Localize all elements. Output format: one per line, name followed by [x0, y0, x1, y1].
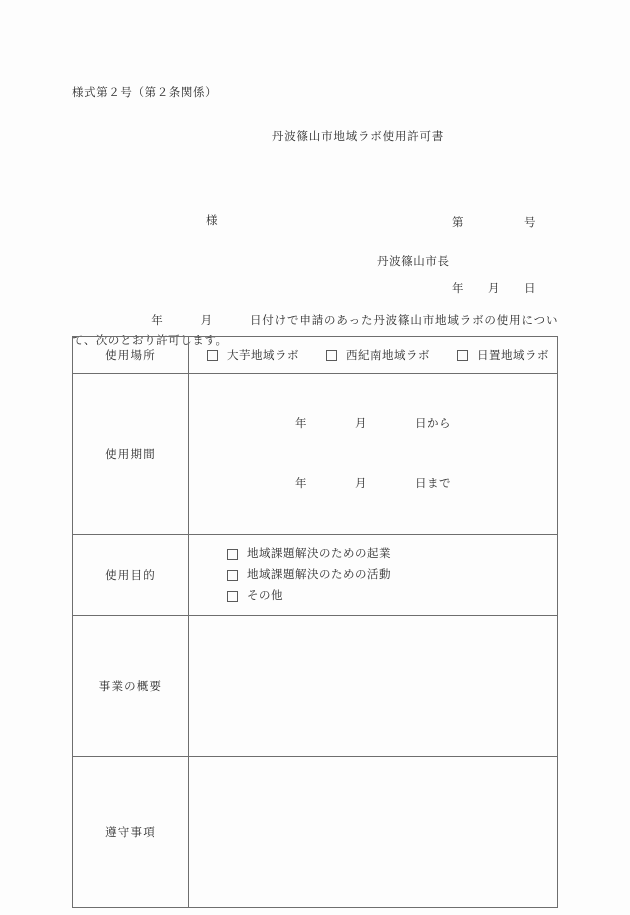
compliance-matters-field[interactable]: [189, 757, 558, 908]
form-number: 様式第２号（第２条関係）: [72, 87, 218, 99]
checkbox-option-startup[interactable]: [227, 544, 557, 565]
checkbox-label: 地域課題解決のための活動: [247, 568, 391, 581]
table-row: [73, 337, 558, 374]
row-label-business-outline: 事業の概要: [73, 616, 189, 757]
checkbox-option-nishikiminami[interactable]: [326, 347, 430, 363]
checkbox-option-activity[interactable]: [227, 565, 557, 586]
period-end-line[interactable]: 年 月 日まで: [295, 478, 451, 490]
period-lines: [189, 374, 557, 534]
use-location-choices: [189, 337, 558, 374]
checkbox-unchecked-icon[interactable]: [326, 350, 337, 361]
table-row: [73, 616, 558, 757]
table-row: [73, 757, 558, 908]
body-second-line: とおり許可します。: [119, 335, 228, 347]
row-label-compliance-matters: 遵守事項: [73, 757, 189, 908]
checkbox-option-other[interactable]: [227, 586, 557, 607]
page-title: 丹波篠山市地域ラボ使用許可書: [271, 131, 445, 143]
checkbox-unchecked-icon[interactable]: [457, 350, 468, 361]
checkbox-group-location: [189, 347, 557, 363]
table-row: [73, 535, 558, 616]
row-label-use-location: 使用場所: [73, 337, 189, 374]
row-label-use-purpose: 使用目的: [73, 535, 189, 616]
use-purpose-choices: [189, 535, 558, 616]
table-row: [73, 374, 558, 535]
checkbox-label: その他: [247, 589, 283, 602]
body-first-line: 年 月 日付けで申請のあった丹波篠山市地域ラボの使用について、次の: [72, 315, 558, 347]
document-date-line: 年 月 日: [452, 283, 536, 295]
checkbox-unchecked-icon[interactable]: [227, 570, 238, 581]
checkbox-unchecked-icon[interactable]: [227, 549, 238, 560]
period-start-line[interactable]: 年 月 日から: [295, 418, 451, 430]
checkbox-label: 西紀南地域ラボ: [346, 350, 430, 362]
checkbox-option-oimo[interactable]: [207, 347, 299, 363]
addressee-honorific: 様: [206, 215, 218, 227]
checkbox-unchecked-icon[interactable]: [227, 591, 238, 602]
use-period-value: [189, 374, 558, 535]
business-outline-field[interactable]: [189, 616, 558, 757]
row-label-use-period: 使用期間: [73, 374, 189, 535]
permit-details-table: [72, 336, 558, 908]
checkbox-option-hioki[interactable]: [457, 347, 549, 363]
checkbox-group-purpose: [189, 544, 557, 607]
checkbox-label: 地域課題解決のための起業: [247, 547, 391, 560]
document-number-line: 第 号: [452, 217, 536, 229]
checkbox-label: 日置地域ラボ: [477, 350, 549, 362]
checkbox-unchecked-icon[interactable]: [207, 350, 218, 361]
checkbox-label: 大芋地域ラボ: [227, 350, 299, 362]
issuer-name: 丹波篠山市長: [377, 256, 450, 268]
